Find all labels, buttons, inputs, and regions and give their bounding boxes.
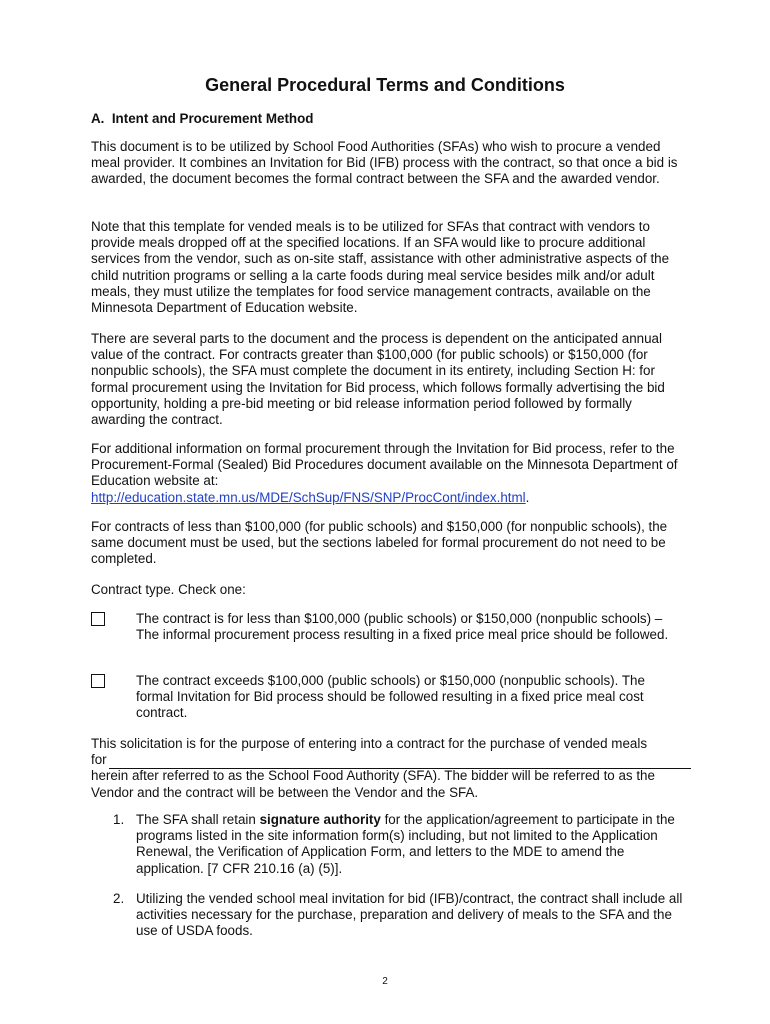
mde-procurement-link[interactable]: http://education.state.mn.us/MDE/SchSup/FNS/SNP/ProcCont/index.html xyxy=(91,489,526,505)
paragraph-template-note: Note that this template for vended meals is to be utilized for SFAs that contract with vendors to provide meals dropped off at the specified locations. If an SFA would like to procure additional services from the vendor, such as on-site staff, assistance with other administrative aspects of the child nutrition programs or selling a la carte foods during meal service besides milk and/or adult meals, they must utilize the templates for food service management contracts, available on the Minnesota Department of Education website. xyxy=(91,219,670,316)
checkbox-informal-contract[interactable] xyxy=(91,612,105,626)
list-item-vended-meal-ifb: Utilizing the vended school meal invitation for bid (IFB)/contract, the contract shall include all activities necessary for the purchase, preparation and delivery of meals to the SFA and the use of USDA foods. xyxy=(136,891,683,939)
paragraph-contract-value: There are several parts to the document and the process is dependent on the anticipated annual value of the contract. For contracts greater than $100,000 (for public schools) or $150,000 (for nonpublic schools), the SFA must complete the document in its entirety, including Section H: for formal procurement using the Invitation for Bid process, which follows formally advertising the bid opportunity, holding a pre-bid meeting or bid release information period followed by formally awarding the contract. xyxy=(91,331,665,428)
paragraph-solicitation xyxy=(91,736,683,801)
solicitation-rest: herein after referred to as the School Food Authority (SFA). The bidder will be referred to as the Vendor and the contract will be between the Vendor and the SFA. xyxy=(91,768,655,800)
item-bold-text: signature authority xyxy=(259,812,381,827)
paragraph-contract-type: Contract type. Check one: xyxy=(91,582,246,597)
paragraph-small-contracts: For contracts of less than $100,000 (for public schools) and $150,000 (for nonpublic schools), the same document must be used, but the sections labeled for formal procurement do not need to be completed. xyxy=(91,519,668,567)
checkbox-formal-contract[interactable] xyxy=(91,674,105,688)
solicitation-line: This solicitation is for the purpose of entering into a contract for the purchase of vended meals xyxy=(91,736,648,751)
paragraph-intro: This document is to be utilized by School Food Authorities (SFAs) who wish to procure a vended meal provider. It combines an Invitation for Bid (IFB) process with the contract, so that once a bid is awarded, the document becomes the formal contract between the SFA and the awarded vendor. xyxy=(91,139,678,187)
formal-procurement-text: For additional information on formal procurement through the Invitation for Bid process, refer to the Procurement-Formal (Sealed) Bid Procedures document available on the Minnesota Department of Education website at: xyxy=(91,441,678,489)
option-informal-label: The contract is for less than $100,000 (public schools) or $150,000 (nonpublic schools) – The informal procurement process resulting in a fixed price meal price should be followed. xyxy=(136,611,669,643)
item-text: The SFA shall retain xyxy=(136,812,260,827)
page-title: General Procedural Terms and Conditions xyxy=(205,75,565,95)
item-number: 2. xyxy=(113,891,125,906)
link-period: . xyxy=(525,489,530,505)
paragraph-formal-procurement xyxy=(91,441,683,506)
section-heading: A. Intent and Procurement Method xyxy=(91,111,314,126)
item-number: 1. xyxy=(113,812,125,827)
item-text: for the application/agreement to participate in the programs listed in the site information form(s) including, but not limited to the Application Renewal, the Verification of Application Form, and letters to the MDE to amend the application. [7 CFR 210.16 (a) (5)]. xyxy=(136,812,675,876)
option-formal-label: The contract exceeds $100,000 (public schools) or $150,000 (nonpublic schools). The formal Invitation for Bid process should be followed resulting in a fixed price meal cost contract. xyxy=(136,673,645,721)
sfa-name-line xyxy=(91,752,683,768)
page-number: 2 xyxy=(382,976,388,987)
for-label: for xyxy=(91,752,107,768)
list-item-signature-authority xyxy=(136,812,683,877)
